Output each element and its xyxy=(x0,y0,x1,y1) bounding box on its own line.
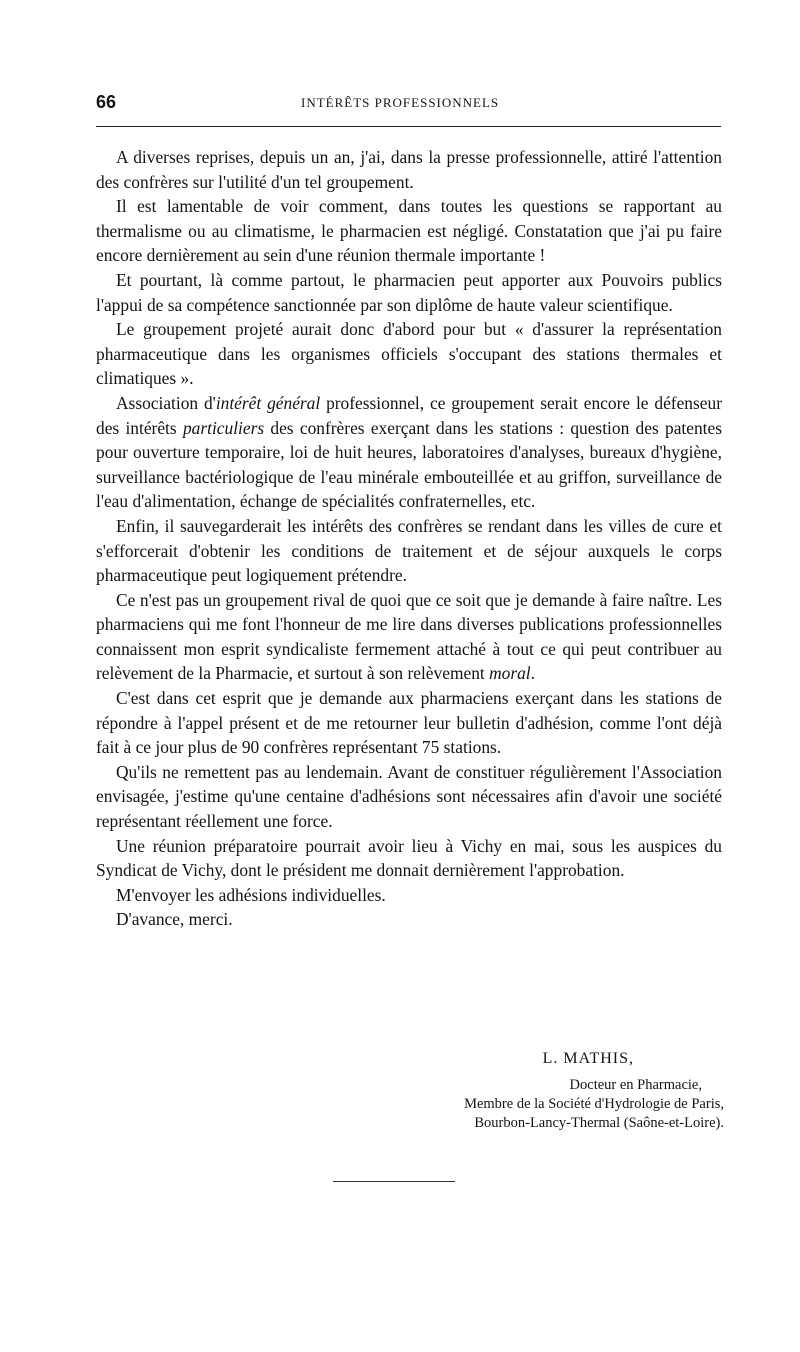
paragraph: Enfin, il sauvegarderait les intérêts des confrères se rendant dans les villes de cure et s'efforcerait d'obtenir les conditions de traitement et de séjour auxquels le corps pharmaceutique peut logiquement prétendre. xyxy=(96,515,722,586)
paragraph: Une réunion préparatoire pourrait avoir lieu à Vichy en mai, sous les auspices du Syndicat de Vichy, dont le président me donnait dernièrement l'approbation. xyxy=(96,835,722,881)
header-rule xyxy=(96,126,721,127)
text-run: des confrères exerçant dans les stations : question des patentes pour ouverture temporaire, loi de huit heures, laboratoires d'analyses, bureaux d'hygiène, surveillance bactériologique de l'eau minérale embouteillée et au griffon, surveillance de l'eau d'alimentation, échange de spécialités confraternelles, etc. xyxy=(96,417,722,512)
author-affiliation: Membre de la Société d'Hydrologie de Paris, xyxy=(464,1096,724,1112)
italic-text: moral xyxy=(489,663,531,684)
italic-text: particuliers xyxy=(182,417,265,438)
paragraph: Qu'ils ne remettent pas au lendemain. Avant de constituer régulièrement l'Association envisagée, j'estime qu'une centaine d'adhésions sont nécessaires afin d'avoir une société représentant réellement une force. xyxy=(96,761,722,832)
paragraph: C'est dans cet esprit que je demande aux pharmaciens exerçant dans les stations de répondre à l'appel présent et de me retourner leur bulletin d'adhésion, comme l'ont déjà fait à ce jour plus de 90 confrères représentant 75 stations. xyxy=(96,688,722,758)
author-location: Bourbon-Lancy-Thermal (Saône-et-Loire). xyxy=(474,1115,724,1131)
page-number: 66 xyxy=(96,92,117,112)
text-run: Association d' xyxy=(116,392,216,413)
paragraph: A diverses reprises, depuis un an, j'ai, dans la presse professionnelle, attiré l'attention des confrères sur l'utilité d'un tel groupement. xyxy=(96,147,722,192)
paragraph: D'avance, merci. xyxy=(116,909,233,930)
signature-block xyxy=(96,1050,724,1133)
paragraph xyxy=(96,391,722,514)
italic-text: intérêt général xyxy=(215,392,321,413)
running-title: INTÉRÊTS PROFESSIONNELS xyxy=(301,95,500,110)
page-header xyxy=(96,92,721,114)
text-run: . xyxy=(530,663,535,684)
article-body xyxy=(96,145,722,932)
paragraph: Il est lamentable de voir comment, dans toutes les questions se rapportant au thermalisme ou au climatisme, le pharmacien est négligé. Constatation que j'ai pu faire encore dernièrement au sein d'une réunion thermale importante ! xyxy=(96,196,722,266)
paragraph: M'envoyer les adhésions individuelles. xyxy=(116,884,386,905)
paragraph: Et pourtant, là comme partout, le pharmacien peut apporter aux Pouvoirs publics l'appui de sa compétence sanctionnée par son diplôme de haute valeur scientifique. xyxy=(96,269,722,315)
end-rule xyxy=(333,1181,455,1182)
author-name: L. MATHIS, xyxy=(542,1050,634,1067)
text-run: Ce n'est pas un groupement rival de quoi que ce soit que je demande à faire naître. Les pharmaciens qui me font l'honneur de me lire dans diverses publications professionnelles connaissent mon esprit syndicaliste fermement attaché à tout ce qui peut contribuer au relèvement de la Pharmacie, et surtout à son relèvement xyxy=(96,589,722,684)
text-run: professionnel, ce groupement serait encore le défenseur des intérêts xyxy=(96,392,722,438)
author-title: Docteur en Pharmacie, xyxy=(569,1077,702,1093)
paragraph: Le groupement projeté aurait donc d'abord pour but « d'assurer la représentation pharmaceutique dans les organismes officiels s'occupant des stations thermales et climatiques ». xyxy=(96,319,722,389)
paragraph xyxy=(96,588,722,686)
